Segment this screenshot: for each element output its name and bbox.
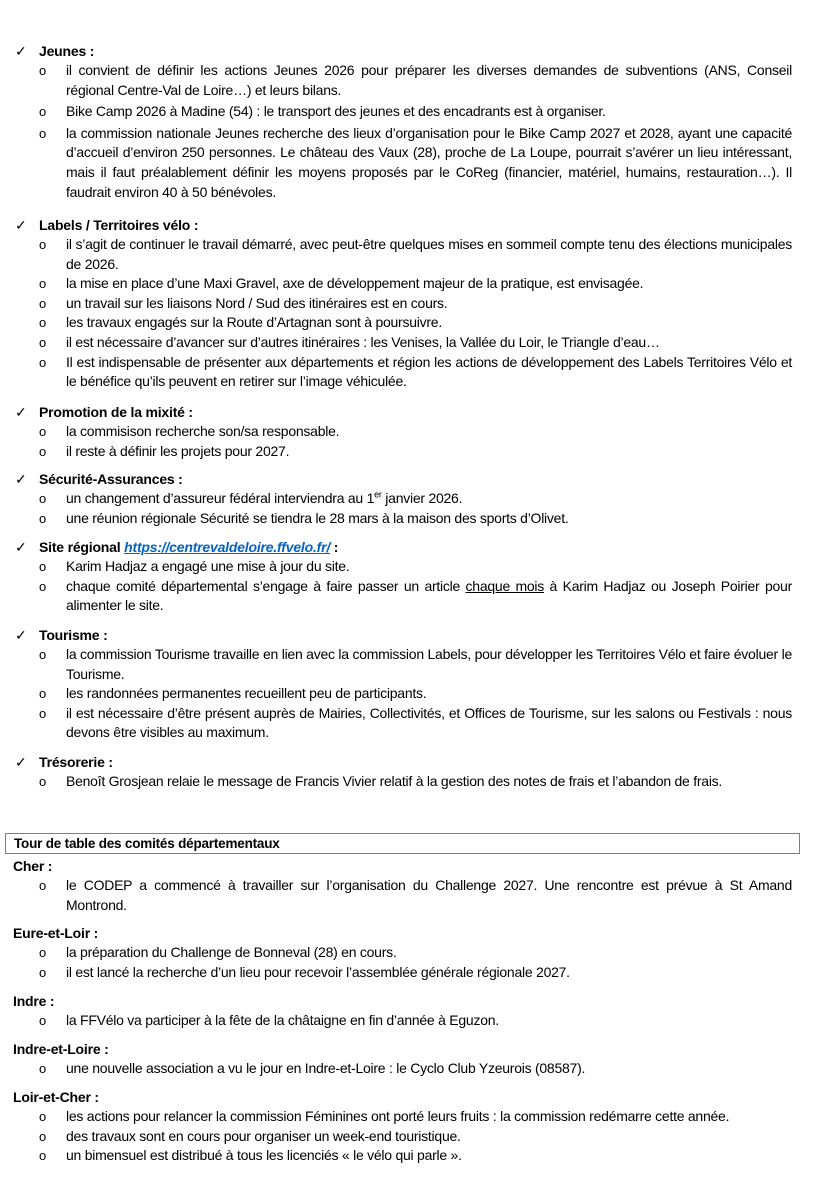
circle-bullet-icon: o [39, 104, 46, 120]
list-item: o le CODEP a commencé à travailler sur l’organisation du Challenge 2027. Une rencontre est prévue à St Amand Montrond. [39, 877, 792, 913]
checkmark-icon: ✓ [15, 754, 27, 770]
circle-bullet-icon: o [39, 315, 46, 331]
circle-bullet-icon: o [39, 945, 46, 960]
section-tourisme [0, 626, 814, 743]
list-item: o chaque comité départemental s’engage à faire passer un article chaque mois à Karim Hadjaz ou Joseph Poirier pour alimenter le site. [39, 577, 792, 614]
circle-bullet-icon: o [39, 578, 46, 594]
list-item: o la FFVélo va participer à la fête de la châtaigne en fin d’année à Eguzon. [0, 1011, 814, 1031]
section-title: Site régional https://centrevaldeloire.ffvelo.fr/ : [39, 539, 339, 555]
checkmark-icon: ✓ [15, 471, 27, 487]
circle-bullet-icon: o [39, 510, 46, 526]
list-item: o il est lancé la recherche d’un lieu pour recevoir l’assemblée générale régionale 2027. [0, 963, 814, 983]
section-promotion-mixite [0, 403, 814, 461]
list-item: o la préparation du Challenge de Bonneval (28) en cours. [0, 943, 814, 963]
list-item: o un travail sur les liaisons Nord / Sud des itinéraires est en cours. [0, 294, 814, 314]
list-item: o un bimensuel est distribué à tous les licenciés « le vélo qui parle ». [0, 1146, 814, 1166]
circle-bullet-icon: o [39, 705, 46, 721]
dept-title: Indre-et-Loire : [13, 1041, 109, 1057]
list-item: o il s’agit de continuer le travail démarré, avec peut-être quelques mises en sommeil compte tenu des élections municipales de 2026. [39, 236, 792, 272]
list-item: o Il est indispensable de présenter aux départements et région les actions de développement des Labels Territoires Vélo et le bénéfice qu’ils peuvent en retirer sur l’image véhiculée. [39, 353, 792, 390]
circle-bullet-icon: o [39, 774, 46, 789]
tour-de-table-title: Tour de table des comités départementaux [14, 836, 280, 851]
circle-bullet-icon: o [39, 647, 46, 662]
list-item: o Benoît Grosjean relaie le message de Francis Vivier relatif à la gestion des notes de frais et l’abandon de frais. [0, 772, 814, 792]
circle-bullet-icon: o [39, 237, 46, 252]
circle-bullet-icon: o [39, 295, 46, 311]
checkmark-icon: ✓ [15, 43, 27, 59]
checkmark-icon: ✓ [15, 404, 27, 420]
circle-bullet-icon: o [39, 964, 46, 980]
list-item: o la commission Tourisme travaille en lien avec la commission Labels, pour développer les Territoires Vélo et faire évoluer le Tourisme. [39, 646, 792, 682]
list-item: o les actions pour relancer la commission Féminines ont porté leurs fruits : la commission redémarre cette année. [0, 1107, 814, 1127]
section-title: Labels / Territoires vélo : [39, 217, 199, 233]
section-jeunes [0, 42, 814, 202]
underlined-text: chaque mois [465, 577, 545, 594]
section-title: Trésorerie : [39, 754, 113, 770]
circle-bullet-icon: o [39, 491, 46, 506]
circle-bullet-icon: o [39, 424, 46, 439]
section-title: Tourisme : [39, 627, 108, 643]
list-item: o les randonnées permanentes recueillent peu de participants. [0, 684, 814, 704]
section-labels [0, 216, 814, 392]
list-item: o les travaux engagés sur la Route d’Artagnan sont à poursuivre. [0, 313, 814, 333]
circle-bullet-icon: o [39, 354, 46, 370]
circle-bullet-icon: o [39, 559, 46, 574]
dept-title: Indre : [13, 993, 55, 1009]
site-link[interactable]: https://centrevaldeloire.ffvelo.fr/ [124, 539, 331, 555]
section-securite-assurances [0, 470, 814, 528]
list-item: o Bike Camp 2026 à Madine (54) : le transport des jeunes et des encadrants est à organiser. [0, 102, 814, 122]
circle-bullet-icon: o [39, 125, 46, 141]
list-item: o la commission nationale Jeunes recherche des lieux d’organisation pour le Bike Camp 2027 et 2028, ayant une capacité d’accueil d’environ 250 personnes. Le château des Vaux (28), proche de La Loupe, pourrait s’avérer un lieu intéressant, mais il faut préalablement définir les moyens proposés par le CoReg (financier, matériel, humains, restauration…). Il faudrait environ 40 à 50 bénévoles. [39, 124, 792, 200]
dept-title: Cher : [13, 858, 53, 874]
circle-bullet-icon: o [39, 63, 46, 78]
circle-bullet-icon: o [39, 878, 46, 893]
dept-title: Loir-et-Cher : [13, 1089, 99, 1105]
section-site-regional [0, 538, 814, 616]
list-item: o il convient de définir les actions Jeunes 2026 pour préparer les diverses demandes de subventions (ANS, Conseil régional Centre-Val de Loire…) et leurs bilans. [39, 62, 792, 98]
list-item: o il est nécessaire d’être présent auprès de Mairies, Collectivités, et Offices de Tourisme, sur les salons ou Festivals : nous devons être visibles au maximum. [39, 704, 792, 741]
checkmark-icon: ✓ [15, 217, 27, 233]
circle-bullet-icon: o [39, 686, 46, 702]
section-title: Jeunes : [39, 43, 95, 59]
list-item: o la mise en place d’une Maxi Gravel, axe de développement majeur de la pratique, est envisagée. [0, 274, 814, 294]
circle-bullet-icon: o [39, 1148, 46, 1164]
circle-bullet-icon: o [39, 276, 46, 292]
section-title: Promotion de la mixité : [39, 404, 193, 420]
list-item: o des travaux sont en cours pour organiser un week-end touristique. [0, 1127, 814, 1147]
tour-de-table-header-box [5, 833, 800, 854]
dept-title: Eure-et-Loir : [13, 925, 99, 941]
circle-bullet-icon: o [39, 1013, 46, 1028]
list-item: o un changement d’assureur fédéral interviendra au 1er janvier 2026. [0, 489, 814, 509]
list-item: o la commisison recherche son/sa responsable. [0, 422, 814, 442]
checkmark-icon: ✓ [15, 539, 27, 555]
list-item: o une réunion régionale Sécurité se tiendra le 28 mars à la maison des sports d’Olivet. [0, 509, 814, 529]
circle-bullet-icon: o [39, 1128, 46, 1144]
list-item: o Karim Hadjaz a engagé une mise à jour du site. [0, 557, 814, 577]
checkmark-icon: ✓ [15, 627, 27, 643]
section-tresorerie [0, 753, 814, 792]
list-item: o il est nécessaire d’avancer sur d’autres itinéraires : les Venises, la Vallée du Loir, le Triangle d’eau… [0, 333, 814, 353]
section-title: Sécurité-Assurances : [39, 471, 183, 487]
circle-bullet-icon: o [39, 1061, 46, 1076]
circle-bullet-icon: o [39, 334, 46, 350]
circle-bullet-icon: o [39, 443, 46, 459]
circle-bullet-icon: o [39, 1109, 46, 1124]
list-item: o il reste à définir les projets pour 2027. [0, 442, 814, 462]
list-item: o une nouvelle association a vu le jour en Indre-et-Loire : le Cyclo Club Yzeurois (08587). [0, 1059, 814, 1079]
